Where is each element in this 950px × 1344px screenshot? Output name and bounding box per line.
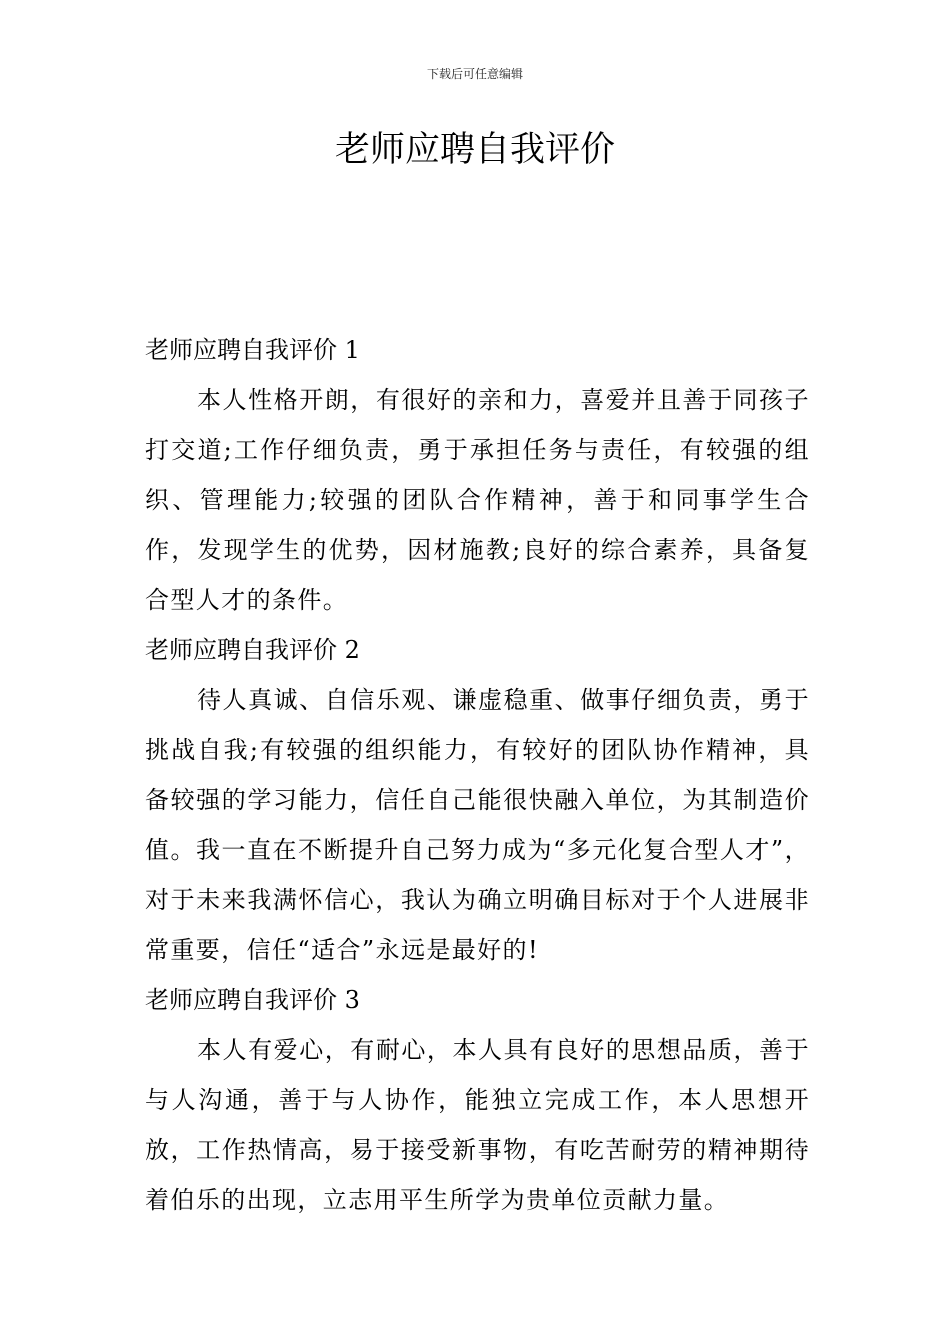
section-paragraph: 本人有爱心，有耐心，本人具有良好的思想品质，善于与人沟通，善于与人协作，能独立完成工作，本人思想开放，工作热情高，易于接受新事物，有吃苦耐劳的精神期待着伯乐的出现，立志用平生所学为贵单位贡献力量。 <box>145 1036 810 1214</box>
document-body <box>145 325 810 1225</box>
section-2 <box>145 625 810 975</box>
section-3 <box>145 975 810 1225</box>
section-1 <box>145 325 810 625</box>
document-title: 老师应聘自我评价 <box>334 130 615 170</box>
section-heading: 老师应聘自我评价 2 <box>145 636 360 664</box>
section-heading: 老师应聘自我评价 1 <box>145 336 360 364</box>
section-paragraph: 待人真诚、自信乐观、谦虚稳重、做事仔细负责，勇于挑战自我;有较强的组织能力，有较好的团队协作精神，具备较强的学习能力，信任自己能很快融入单位，为其制造价值。我一直在不断提升自己努力成为“多元化复合型人才”，对于未来我满怀信心，我认为确立明确目标对于个人进展非常重要，信任“适合”永远是最好的! <box>145 686 810 964</box>
section-heading: 老师应聘自我评价 3 <box>145 986 360 1014</box>
header-note: 下载后可任意编辑 <box>426 67 523 81</box>
section-paragraph: 本人性格开朗，有很好的亲和力，喜爱并且善于同孩子打交道;工作仔细负责，勇于承担任务与责任，有较强的组织、管理能力;较强的团队合作精神，善于和同事学生合作，发现学生的优势，因材施教;良好的综合素养，具备复合型人才的条件。 <box>145 386 810 614</box>
